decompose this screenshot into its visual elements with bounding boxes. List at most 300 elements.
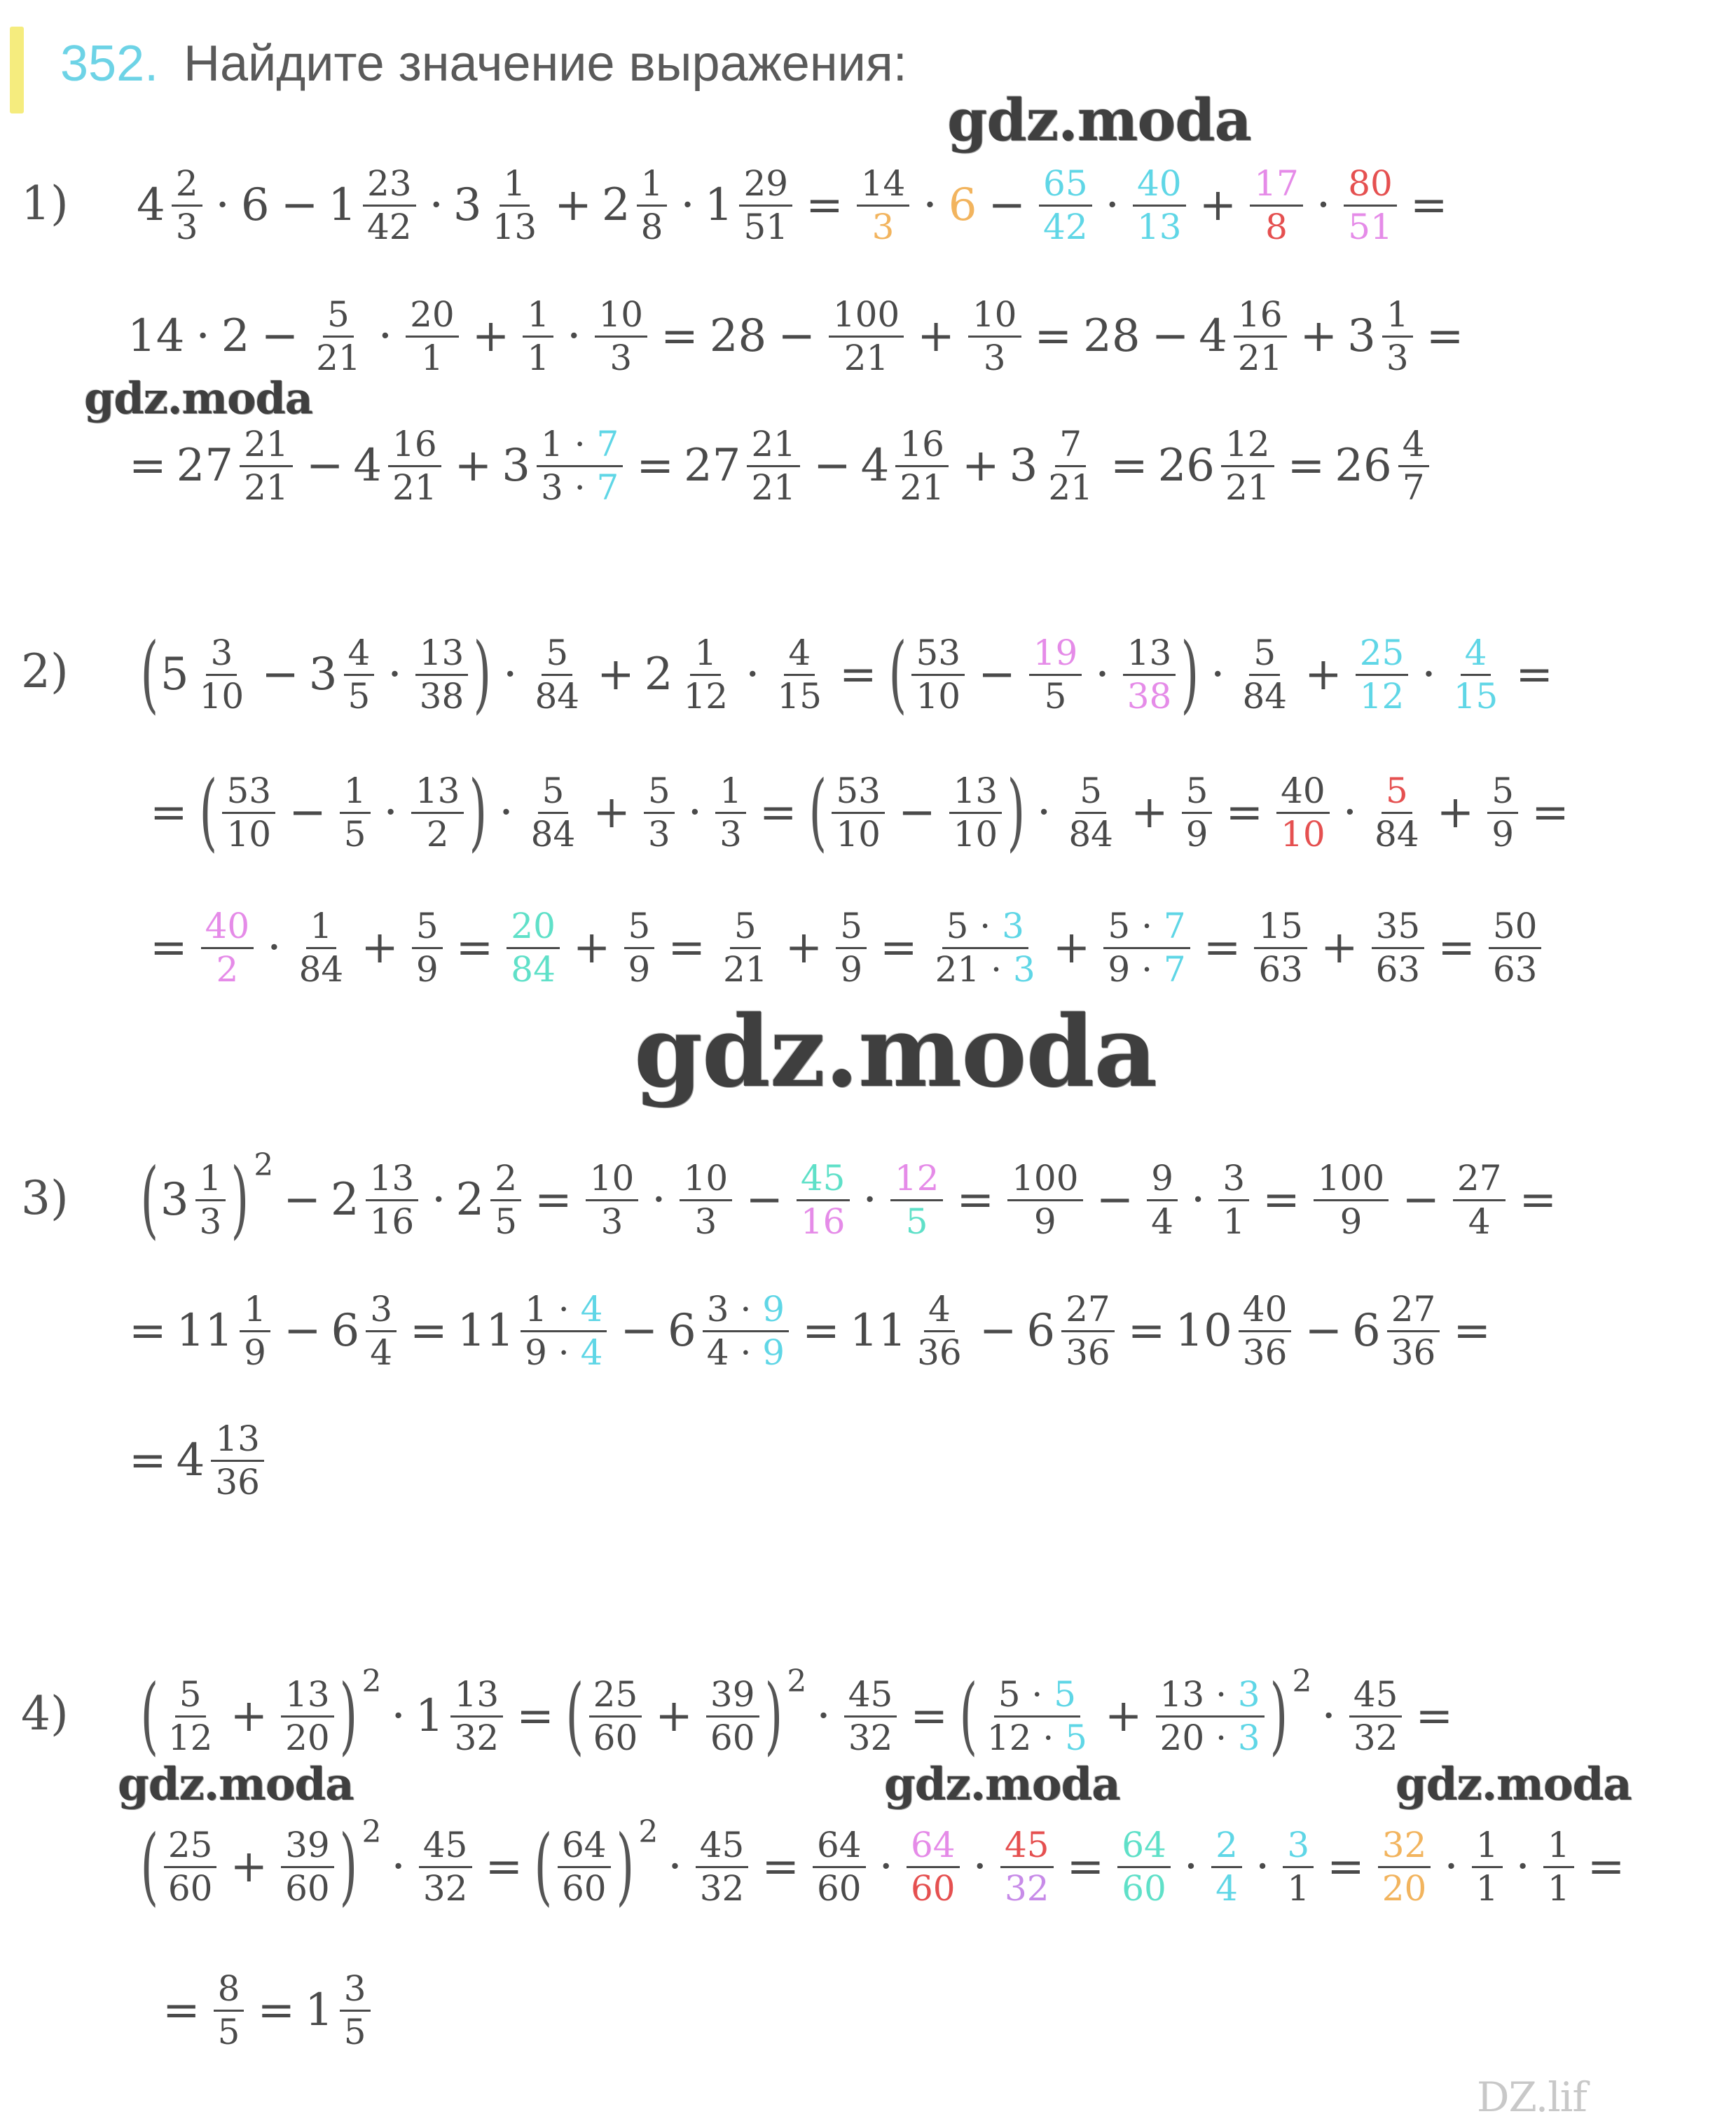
denominator: 42 bbox=[366, 206, 412, 247]
operator: − bbox=[305, 440, 344, 492]
equation-line bbox=[140, 760, 1579, 865]
numerator: 40 bbox=[1276, 773, 1330, 814]
whole-part: 2 bbox=[601, 179, 631, 231]
fraction bbox=[703, 1288, 789, 1373]
numerator: 19 bbox=[1029, 635, 1082, 676]
numerator: 29 bbox=[739, 165, 792, 207]
numerator: 50 bbox=[1489, 908, 1542, 949]
exponent: 2 bbox=[361, 1813, 382, 1850]
fraction bbox=[1117, 1824, 1171, 1909]
operator: · bbox=[391, 1690, 406, 1742]
numerator: 8 bbox=[214, 1970, 244, 2012]
numerator bbox=[942, 905, 1028, 949]
operator: · bbox=[503, 649, 518, 700]
number: 28 bbox=[709, 310, 767, 362]
operator: = bbox=[956, 1174, 995, 1226]
denominator: 1 bbox=[1547, 1867, 1570, 1909]
equation-line bbox=[119, 1278, 1501, 1383]
operator: − bbox=[283, 1174, 321, 1226]
denominator: 32 bbox=[1353, 1717, 1398, 1758]
operator: = bbox=[129, 1305, 167, 1357]
operator: = bbox=[880, 922, 918, 974]
operator: · bbox=[680, 179, 695, 231]
denominator: 2 bbox=[426, 813, 449, 855]
problem-label: 3) bbox=[21, 1171, 69, 1225]
operator: · bbox=[1444, 1841, 1459, 1893]
fraction bbox=[857, 165, 910, 246]
fraction bbox=[1182, 770, 1213, 855]
denominator: 3 bbox=[609, 337, 633, 378]
denominator: 3 bbox=[175, 206, 198, 247]
operator: = bbox=[1515, 649, 1553, 700]
denominator: 32 bbox=[848, 1717, 893, 1758]
denominator: 9 bbox=[244, 1332, 266, 1373]
numerator: 25 bbox=[589, 1676, 642, 1718]
fraction bbox=[949, 770, 1003, 855]
numerator: 1 bbox=[340, 773, 371, 814]
fraction bbox=[340, 770, 371, 855]
fraction bbox=[1147, 1157, 1178, 1242]
mixed-number bbox=[1026, 1288, 1117, 1373]
fraction bbox=[521, 1288, 607, 1373]
denominator: 5 bbox=[343, 813, 366, 855]
operator: + bbox=[1104, 1690, 1143, 1742]
fraction bbox=[719, 905, 772, 990]
operator: · bbox=[668, 1841, 682, 1893]
factor-multiplier: 3 bbox=[1237, 1717, 1260, 1758]
operator: − bbox=[745, 1174, 783, 1226]
operator: + bbox=[597, 649, 635, 700]
operator: = bbox=[257, 1984, 296, 2036]
denominator: 63 bbox=[1375, 948, 1421, 990]
operator: = bbox=[516, 1690, 554, 1742]
numerator: 40 bbox=[1133, 165, 1186, 207]
denominator: 38 bbox=[1127, 675, 1172, 717]
operator: = bbox=[150, 787, 188, 838]
fraction bbox=[1044, 423, 1097, 508]
fraction bbox=[1239, 1288, 1292, 1373]
mixed-number bbox=[644, 632, 736, 717]
operator: · bbox=[1515, 1841, 1530, 1893]
denominator: 5 bbox=[905, 1201, 928, 1242]
left-paren: ( bbox=[534, 1818, 553, 1915]
denominator: 4 bbox=[370, 1332, 393, 1373]
mixed-number bbox=[176, 423, 296, 508]
mixed-number bbox=[176, 1418, 268, 1502]
whole-part: 6 bbox=[331, 1305, 360, 1357]
mixed-number bbox=[668, 1288, 792, 1373]
operator: · bbox=[1321, 1690, 1336, 1742]
watermark: gdz.moda bbox=[884, 1758, 1120, 1811]
denominator: 15 bbox=[777, 675, 822, 717]
left-paren: ( bbox=[140, 1667, 159, 1764]
mixed-number bbox=[328, 165, 419, 246]
fraction bbox=[164, 1673, 217, 1758]
operator: + bbox=[1131, 787, 1169, 838]
operator: = bbox=[1531, 787, 1569, 838]
whole-part: 26 bbox=[1335, 440, 1392, 492]
numerator: 1 bbox=[500, 165, 530, 207]
whole-part: 6 bbox=[668, 1305, 696, 1357]
numerator: 5 bbox=[542, 635, 572, 676]
numerator: 3 bbox=[206, 635, 237, 676]
operator: + bbox=[917, 310, 955, 362]
right-paren: ) bbox=[1007, 764, 1026, 861]
numerator: 53 bbox=[911, 635, 965, 676]
numerator: 45 bbox=[1000, 1827, 1054, 1868]
denominator: 60 bbox=[817, 1867, 862, 1909]
operator: · bbox=[267, 922, 282, 974]
numerator: 13 bbox=[281, 1676, 334, 1718]
numerator: 13 bbox=[1123, 635, 1176, 676]
operator: · bbox=[1183, 1841, 1199, 1893]
fraction bbox=[1211, 1824, 1242, 1909]
fraction bbox=[1449, 632, 1503, 717]
denominator: 21 bbox=[1048, 467, 1093, 508]
denominator: 60 bbox=[285, 1867, 330, 1909]
numerator: 53 bbox=[222, 773, 275, 814]
operator: + bbox=[785, 922, 823, 974]
right-paren: ) bbox=[1180, 626, 1199, 723]
numerator: 40 bbox=[201, 908, 254, 949]
factor-text: 3 · bbox=[541, 467, 597, 508]
operator: · bbox=[432, 1174, 446, 1226]
exercise-header bbox=[0, 27, 1736, 118]
fraction bbox=[890, 1157, 944, 1242]
operator: = bbox=[1453, 1305, 1491, 1357]
factor-multiplier: 9 bbox=[762, 1332, 785, 1373]
factor-text: 3 · bbox=[706, 1288, 763, 1329]
mixed-number bbox=[453, 165, 544, 246]
numerator: 12 bbox=[1221, 426, 1274, 467]
fraction bbox=[172, 165, 202, 246]
numerator: 5 bbox=[412, 908, 443, 949]
fraction bbox=[1543, 1824, 1574, 1909]
denominator bbox=[537, 467, 623, 506]
denominator: 60 bbox=[167, 1867, 213, 1909]
numerator: 3 bbox=[1218, 1160, 1249, 1201]
fraction bbox=[1061, 1288, 1115, 1373]
whole-part: 27 bbox=[683, 440, 741, 492]
denominator: 84 bbox=[530, 813, 576, 855]
fraction bbox=[1349, 1673, 1403, 1758]
denominator: 10 bbox=[226, 813, 272, 855]
fraction bbox=[1398, 423, 1429, 508]
numerator: 5 bbox=[1382, 773, 1412, 814]
operator: = bbox=[535, 1174, 572, 1226]
fraction bbox=[366, 1288, 397, 1373]
denominator: 1 bbox=[421, 337, 443, 378]
fraction bbox=[1123, 632, 1176, 717]
numerator: 14 bbox=[857, 165, 910, 207]
whole-part: 6 bbox=[1352, 1305, 1381, 1357]
mixed-number bbox=[1199, 293, 1290, 378]
numerator: 1 bbox=[523, 296, 553, 338]
whole-part: 1 bbox=[704, 179, 733, 231]
numerator: 12 bbox=[890, 1160, 944, 1201]
whole-part: 4 bbox=[1199, 310, 1227, 362]
fraction bbox=[344, 632, 375, 717]
numerator: 5 bbox=[1249, 635, 1280, 676]
left-paren: ( bbox=[959, 1667, 978, 1764]
left-paren: ( bbox=[808, 764, 827, 861]
right-paren: ) bbox=[616, 1818, 634, 1915]
fraction bbox=[644, 770, 675, 855]
operator: = bbox=[1225, 787, 1264, 838]
equation-line bbox=[139, 1147, 1566, 1252]
numerator: 64 bbox=[907, 1827, 960, 1868]
numerator: 5 bbox=[836, 908, 867, 949]
operator: + bbox=[230, 1841, 268, 1893]
fraction bbox=[1234, 293, 1287, 378]
operator: + bbox=[361, 922, 399, 974]
exponent: 2 bbox=[638, 1813, 659, 1850]
numerator: 39 bbox=[706, 1676, 759, 1718]
denominator: 10 bbox=[1281, 813, 1325, 855]
whole-part: 1 bbox=[328, 179, 357, 231]
denominator: 32 bbox=[699, 1867, 745, 1909]
fraction bbox=[1378, 1824, 1431, 1909]
operator: + bbox=[230, 1690, 268, 1742]
fraction bbox=[340, 1970, 371, 2051]
equation-line bbox=[140, 895, 1545, 1000]
mixed-number bbox=[502, 423, 626, 508]
fraction bbox=[832, 770, 885, 855]
denominator: 21 bbox=[1237, 337, 1283, 378]
numerator: 5 bbox=[1182, 773, 1213, 814]
operator: · bbox=[1037, 787, 1052, 838]
denominator: 36 bbox=[1391, 1332, 1436, 1373]
denominator: 15 bbox=[1453, 675, 1499, 717]
denominator: 32 bbox=[1004, 1867, 1049, 1909]
fraction bbox=[911, 632, 965, 717]
denominator: 32 bbox=[454, 1717, 500, 1758]
denominator: 13 bbox=[1137, 206, 1182, 247]
fraction bbox=[1453, 1157, 1506, 1242]
operator: = bbox=[1066, 1841, 1105, 1893]
whole-part: 5 bbox=[160, 649, 189, 700]
factor-multiplier: 7 bbox=[1163, 948, 1186, 990]
fraction bbox=[195, 1157, 226, 1242]
fraction bbox=[968, 293, 1021, 378]
operator: − bbox=[283, 1305, 322, 1357]
fraction bbox=[1356, 632, 1409, 717]
fraction bbox=[558, 1824, 611, 1909]
exercise-title: Найдите значение выражения: bbox=[184, 36, 907, 92]
mixed-number bbox=[415, 1673, 507, 1758]
operator: = bbox=[1262, 1174, 1300, 1226]
operator: · bbox=[1421, 649, 1436, 700]
operator: − bbox=[897, 787, 936, 838]
numerator: 13 bbox=[211, 1421, 264, 1462]
numerator: 1 bbox=[1382, 296, 1413, 338]
operator: − bbox=[1402, 1174, 1440, 1226]
whole-part: 11 bbox=[176, 1305, 234, 1357]
operator: · bbox=[745, 649, 760, 700]
fraction bbox=[1064, 770, 1117, 855]
fraction bbox=[983, 1673, 1091, 1758]
mixed-number bbox=[457, 1288, 611, 1373]
operator: = bbox=[485, 1841, 523, 1893]
operator: = bbox=[1426, 310, 1464, 362]
operator: + bbox=[471, 310, 510, 362]
operator: = bbox=[163, 1984, 200, 2036]
numerator: 40 bbox=[1239, 1291, 1292, 1332]
operator: = bbox=[129, 440, 167, 492]
operator: − bbox=[778, 310, 815, 362]
numerator: 10 bbox=[680, 1160, 733, 1201]
fraction bbox=[931, 905, 1040, 990]
fraction bbox=[679, 632, 732, 717]
denominator bbox=[703, 1332, 789, 1372]
mixed-number bbox=[602, 165, 671, 246]
numerator: 5 bbox=[644, 773, 675, 814]
fraction bbox=[1156, 1673, 1265, 1758]
operator: · bbox=[387, 649, 402, 700]
fraction bbox=[415, 632, 469, 717]
numerator: 80 bbox=[1344, 165, 1397, 207]
fraction bbox=[895, 423, 949, 508]
mixed-number bbox=[308, 632, 378, 717]
watermark: gdz.moda bbox=[118, 1758, 354, 1811]
numerator: 5 bbox=[175, 1676, 206, 1718]
denominator: 3 bbox=[694, 1201, 717, 1242]
operator: = bbox=[1110, 440, 1148, 492]
number: 2 bbox=[221, 310, 250, 362]
fraction bbox=[1472, 1824, 1503, 1909]
numerator: 16 bbox=[895, 426, 949, 467]
denominator: 84 bbox=[1375, 813, 1419, 855]
denominator: 36 bbox=[1242, 1332, 1288, 1373]
operator: = bbox=[1327, 1841, 1365, 1893]
operator: + bbox=[1320, 922, 1358, 974]
operator: · bbox=[1342, 787, 1358, 838]
denominator: 5 bbox=[347, 675, 371, 717]
factor-multiplier: 3 bbox=[1237, 1673, 1260, 1715]
denominator: 60 bbox=[710, 1717, 755, 1758]
numerator: 100 bbox=[829, 296, 904, 338]
fraction bbox=[836, 905, 867, 990]
denominator bbox=[521, 1332, 607, 1372]
numerator: 13 bbox=[450, 1676, 504, 1718]
whole-part: 2 bbox=[644, 649, 673, 700]
fraction bbox=[1103, 905, 1190, 990]
denominator: 9 bbox=[1185, 813, 1208, 855]
problem-label: 4) bbox=[21, 1687, 69, 1741]
denominator: 12 bbox=[683, 675, 729, 717]
denominator: 4 bbox=[1215, 1867, 1238, 1909]
denominator: 3 bbox=[983, 337, 1006, 378]
operator: = bbox=[410, 1305, 448, 1357]
numerator: 21 bbox=[747, 426, 800, 467]
factor-multiplier: 7 bbox=[596, 423, 619, 464]
right-paren: ) bbox=[469, 764, 488, 861]
fraction bbox=[586, 1157, 639, 1242]
numerator: 45 bbox=[419, 1827, 472, 1868]
operator: + bbox=[593, 787, 631, 838]
operator: = bbox=[661, 310, 698, 362]
fraction bbox=[1000, 1824, 1054, 1909]
fraction bbox=[1007, 1157, 1082, 1242]
numerator: 20 bbox=[507, 908, 560, 949]
fraction bbox=[488, 165, 542, 246]
mixed-number bbox=[1352, 1288, 1443, 1373]
factor-text: 1 · bbox=[525, 1288, 581, 1329]
mixed-number bbox=[860, 423, 952, 508]
operator: = bbox=[455, 922, 494, 974]
fraction bbox=[813, 1824, 866, 1909]
numerator: 25 bbox=[1356, 635, 1409, 676]
denominator: 3 bbox=[600, 1201, 624, 1242]
operator: · bbox=[378, 310, 393, 362]
denominator: 3 bbox=[199, 1201, 222, 1242]
mixed-number bbox=[330, 1157, 422, 1242]
number: 28 bbox=[1083, 310, 1141, 362]
operator: − bbox=[1096, 1174, 1134, 1226]
operator: · bbox=[383, 787, 398, 838]
numerator bbox=[521, 1288, 607, 1332]
operator: − bbox=[261, 310, 299, 362]
fraction bbox=[222, 770, 275, 855]
mixed-number bbox=[1009, 423, 1101, 508]
denominator: 9 bbox=[415, 948, 439, 990]
numerator: 15 bbox=[1254, 908, 1307, 949]
denominator: 60 bbox=[910, 1867, 956, 1909]
operator: · bbox=[1316, 179, 1331, 231]
operator: · bbox=[1190, 1174, 1206, 1226]
operator: = bbox=[150, 922, 188, 974]
fraction bbox=[164, 1824, 217, 1909]
fraction bbox=[1344, 165, 1397, 246]
denominator: 9 bbox=[1492, 813, 1515, 855]
operator: · bbox=[215, 179, 230, 231]
number: 14 bbox=[128, 310, 185, 362]
denominator: 1 bbox=[1287, 1867, 1310, 1909]
operator: = bbox=[806, 179, 843, 231]
denominator: 4 bbox=[1468, 1201, 1491, 1242]
operator: = bbox=[759, 787, 797, 838]
exercise-number: 352. bbox=[60, 36, 159, 92]
fraction bbox=[680, 1157, 733, 1242]
whole-part: 11 bbox=[849, 1305, 907, 1357]
problem-label: 2) bbox=[21, 644, 69, 698]
fraction bbox=[366, 1157, 419, 1242]
operator: · bbox=[687, 787, 703, 838]
numerator: 17 bbox=[1250, 165, 1303, 207]
equation-line bbox=[139, 1664, 1463, 1769]
denominator: 60 bbox=[1122, 1867, 1166, 1909]
numerator: 5 bbox=[624, 908, 655, 949]
factor-multiplier: 5 bbox=[1054, 1673, 1077, 1715]
fraction bbox=[1283, 1824, 1314, 1909]
denominator: 36 bbox=[1066, 1332, 1110, 1373]
operator: · bbox=[923, 179, 937, 231]
equation-line bbox=[153, 1958, 374, 2063]
left-paren: ( bbox=[888, 626, 907, 723]
denominator: 1 bbox=[527, 337, 550, 378]
numerator: 64 bbox=[558, 1827, 611, 1868]
fraction bbox=[1239, 632, 1292, 717]
fraction bbox=[450, 1673, 504, 1758]
watermark: gdz.moda bbox=[947, 87, 1251, 154]
operator: − bbox=[988, 179, 1026, 231]
factor-text: 4 · bbox=[706, 1332, 763, 1373]
fraction bbox=[1489, 905, 1542, 990]
fraction bbox=[1387, 1288, 1440, 1373]
denominator: 2 bbox=[216, 948, 239, 990]
numerator: 2 bbox=[1211, 1827, 1242, 1868]
fraction bbox=[739, 165, 792, 246]
